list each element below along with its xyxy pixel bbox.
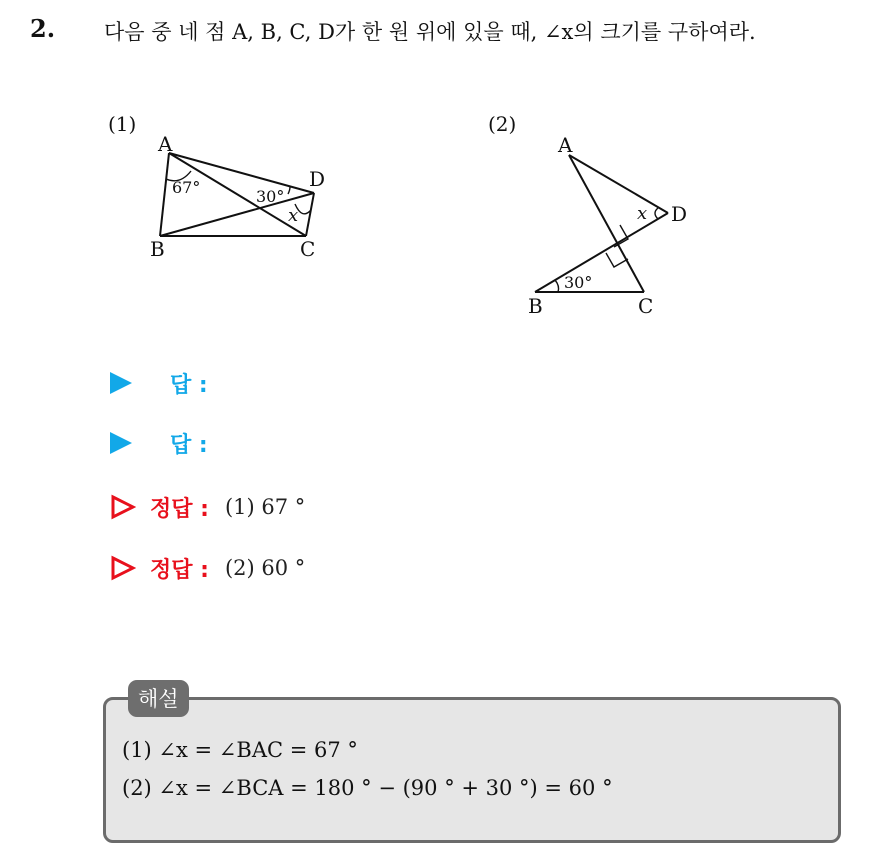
solution-line-1: (1) ∠x = ∠BAC = 67 °	[122, 738, 358, 762]
figure-2	[480, 105, 720, 320]
figure-2-point-A: A	[558, 133, 573, 157]
correct-answer-label: 정답 :	[150, 557, 209, 583]
figure-2-point-D: D	[671, 202, 688, 226]
figure-1-angle-67: 67°	[172, 178, 201, 197]
figure-2-angle-30: 30°	[564, 273, 593, 292]
answer-label: 답 :	[170, 432, 208, 458]
solution-line-2: (2) ∠x = ∠BCA = 180 ° − (90 ° + 30 °) = 60 °	[122, 776, 613, 800]
figure-1-point-B: B	[150, 237, 165, 261]
outline-triangle-icon	[110, 494, 136, 520]
correct-answer-value: (2) 60 °	[224, 556, 306, 580]
figure-1-angle-30: 30°	[256, 187, 285, 206]
triangle-marker-icon	[110, 372, 132, 394]
figure-1-point-D: D	[309, 167, 326, 191]
figure-1-angle-x: x	[288, 205, 299, 226]
correct-answer-label: 정답 :	[150, 496, 209, 522]
answer-label: 답 :	[170, 372, 208, 398]
figure-2-point-C: C	[638, 294, 654, 318]
question-text: 다음 중 네 점 A, B, C, D가 한 원 위에 있을 때, ∠x의 크기를 구하여라.	[104, 20, 756, 44]
figure-2-point-B: B	[528, 294, 543, 318]
correct-answer-row-1	[110, 490, 305, 524]
figure-1	[100, 105, 340, 265]
solution-tag: 해설	[128, 680, 189, 717]
figure-2-angle-x: x	[637, 203, 648, 224]
answer-row-2	[110, 426, 224, 460]
answer-row-1	[110, 366, 224, 400]
triangle-marker-icon	[110, 432, 132, 454]
solution-box	[103, 697, 841, 843]
correct-answer-row-2	[110, 551, 305, 585]
correct-answer-value: (1) 67 °	[224, 495, 306, 519]
figure-1-label: (1)	[108, 112, 137, 136]
question-number: 2.	[30, 14, 56, 43]
outline-triangle-icon	[110, 555, 136, 581]
figure-2-label: (2)	[488, 112, 517, 136]
figure-1-point-A: A	[158, 132, 173, 156]
figure-1-point-C: C	[300, 237, 316, 261]
